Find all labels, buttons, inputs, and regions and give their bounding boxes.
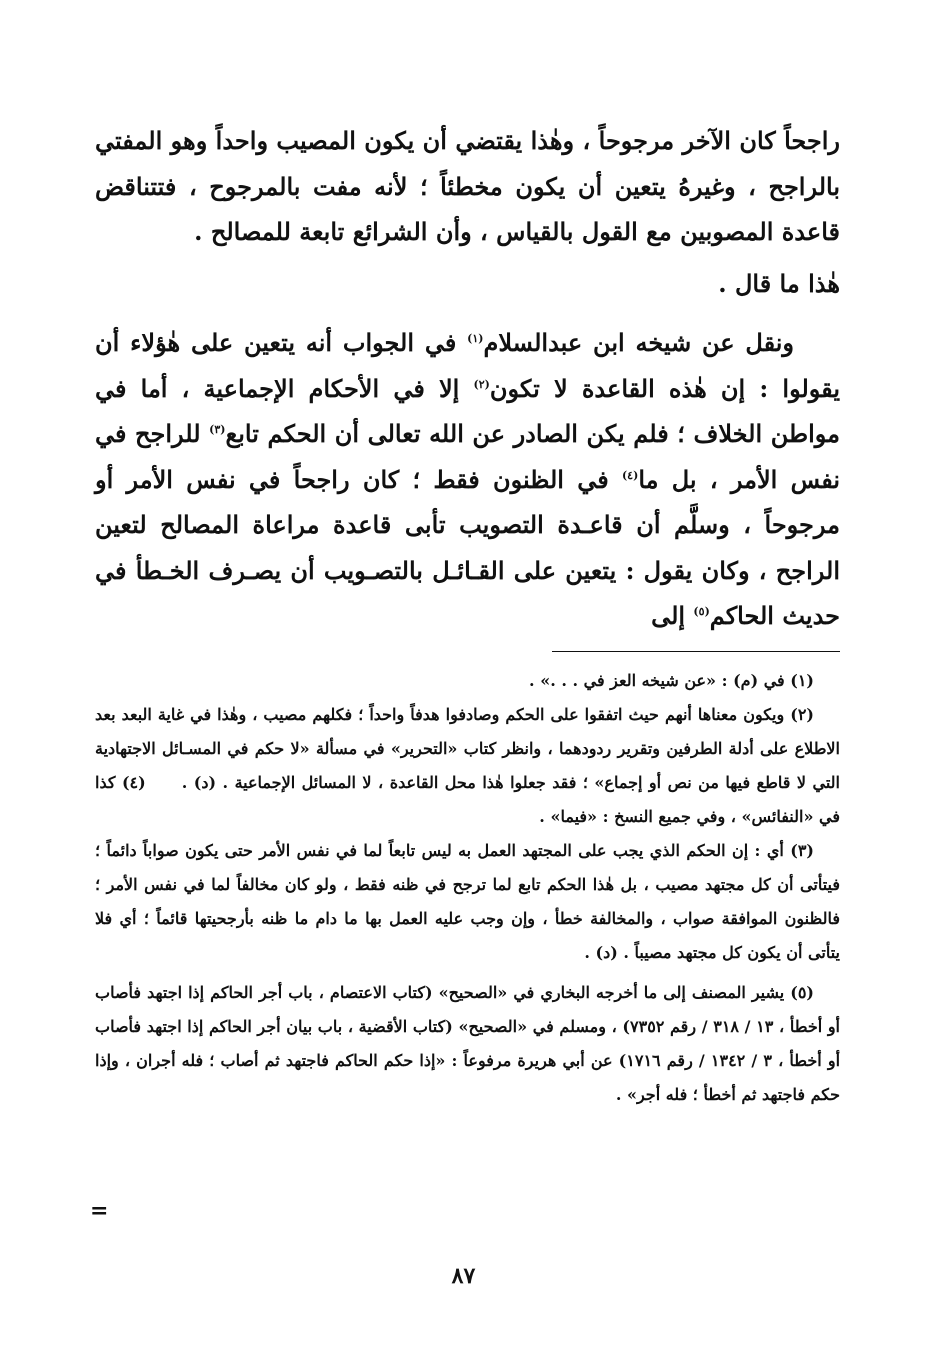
- page-content: [95, 118, 840, 1112]
- page-number: ٨٧: [451, 1263, 476, 1289]
- paragraph-3-part-4: للراجح في نفس الأمر ، بل ما: [95, 419, 841, 494]
- footnote-3: (٣) أي : إن الحكم الذي يجب على المجتهد العمل به ليس تابعاً لما في نفس الأمر حتى يكون صواباً دائماً ؛ فيتأتى أن كل مجتهد مصيب ، بل هٰذا الحكم تابع لما ترجح في ظنه فقط ، ولو كان مخالفاً لما في نفس الأمر ؛ فالظنون الموافقة صواب ، والمخالفة خطأ ، وإن وجب عليه العمل بها ما دام ما ظنه بأرجحيتها قائماً ؛ أي فلا يتأتى أن يكون كل مجتهد مصيباً . (د) .: [95, 840, 841, 962]
- footnote-1: (١) في (م) : «عن شيخه العز في . . .» .: [529, 670, 814, 690]
- footnote-ref-1: (١): [467, 332, 484, 345]
- paragraph-3: [95, 320, 840, 639]
- paragraph-1: راجحاً كان الآخر مرجوحاً ، وهٰذا يقتضي أن يكون المصيب واحداً وهو المفتي بالراجح ، وغيرهُ يتعين أن يكون مخطئاً ؛ لأنه مفت بالمرجوح ، فتتناقض قاعدة المصوبين مع القول بالقياس ، وأن الشرائع تابعة للمصالح .: [95, 126, 840, 246]
- paragraph-3-part-5: في الظنون فقط ؛ كان راجحاً في نفس الأمر أو مرجوحاً ، وسلَّم أن قاعـدة التصويب تأبى قاعدة مراعاة المصالح لتعين الراجح ، وكان يقول : يتعين على القـائـل بالتصـويب أن يصـرف الخـطأ في حديث الحاكم: [95, 464, 840, 630]
- paragraph-2: هٰذا ما قال .: [718, 268, 840, 298]
- footnote-2-text: (٢) ويكون معناها أنهم حيث اتفقوا على الحكم وصادفوا هدفاً واحداً ؛ فكلهم مصيب ، وهٰذا في غاية البعد بعد الاطلاع على أدلة الطرفين وتقرير ردودهما ، وانظر كتاب «التحرير» في مسألة «لا حكم في المسـائل الاجتهادية التي لا قاطع فيها من نص أو إجماع» ؛ فقد جعلوا هٰذا محل القاعدة ، لا المسائل الإجماعية . (د) .: [95, 704, 840, 792]
- footnote-divider: [552, 651, 840, 652]
- footnote-ref-2: (٢): [473, 377, 490, 391]
- main-text: [95, 118, 840, 639]
- paragraph-3-part-6: إلى: [651, 601, 694, 630]
- footnotes: [95, 664, 840, 1112]
- footnote-ref-4: (٤): [621, 468, 639, 482]
- footnote-ref-5: (٥): [693, 605, 710, 618]
- footnote-4: (٤) كذا في «النفائس» ، وفي جميع النسخ : «فيما» .: [95, 772, 840, 826]
- paragraph-3-part-2: في الجواب أنه يتعين على هٰؤلاء أن يقولوا : إن هٰذه القاعدة لا تكون: [95, 328, 840, 403]
- footnote-5: (٥) يشير المصنف إلى ما أخرجه البخاري في «الصحيح» (كتاب الاعتصام ، باب أجر الحاكم إذا اجتهد فأصاب أو أخطأ ، ١٣ / ٣١٨ / رقم ٧٣٥٢) ، ومسلم في «الصحيح» (كتاب الأقضية ، باب بيان أجر الحاكم إذا اجتهد فأصاب أو أخطأ ، ٣ / ١٣٤٢ / رقم ١٧١٦) عن أبي هريرة مرفوعاً : «إذا حكم الحاكم فاجتهد ثم أصاب ؛ فله أجران ، وإذا حكم فاجتهد ثم أخطأ ؛ فله أجر» .: [95, 982, 841, 1104]
- continuation-marker: =: [90, 1198, 109, 1224]
- footnote-2: [95, 698, 840, 834]
- footnote-ref-3: (٣): [209, 423, 226, 436]
- paragraph-3-part-3: إلا في الأحكام الإجماعية ، أما في مواطن الخلاف ؛ فلم يكن الصادر عن الله تعالى أن الحكم تابع: [95, 373, 840, 448]
- paragraph-3-part-1: ونقل عن شيخه ابن عبدالسلام: [483, 328, 794, 357]
